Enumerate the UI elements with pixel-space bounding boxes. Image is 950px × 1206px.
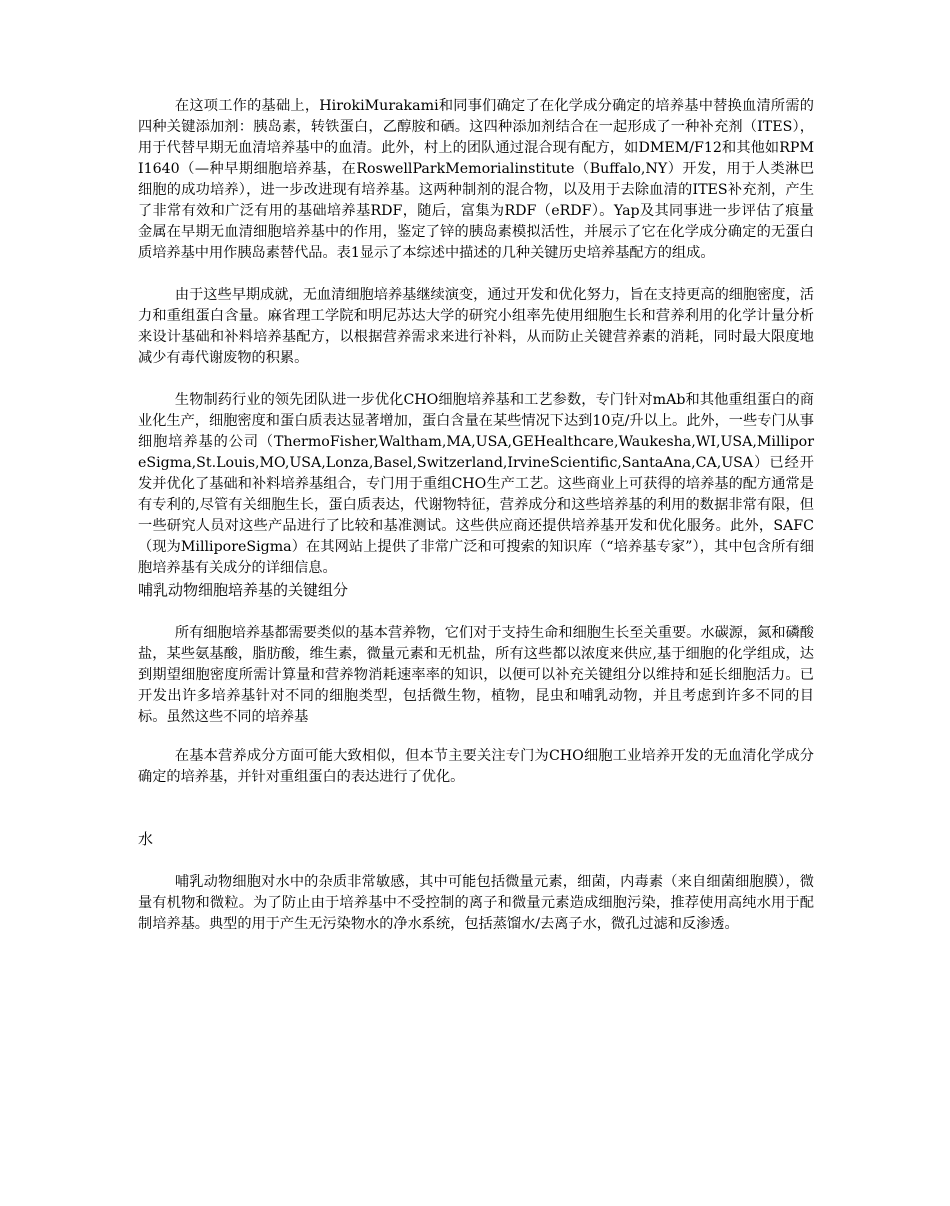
paragraph-basic-nutrients: 所有细胞培养基都需要类似的基本营养物，它们对于支持生命和细胞生长至关重要。水碳源，氮和磷酸盐，某些氨基酸，脂肪酸，维生素，微量元素和无机盐，所有这些都以浓度来供应,基于细胞的化学组成，达到期望细胞密度所需计算量和营养物消耗速率率的知识，以便可以补充关键组分以维持和延长细胞活力。已开发出许多培养基针对不同的细胞类型，包括微生物，植物，昆虫和哺乳动物，并且考虑到许多不同的目标。虽然这些不同的培养基 (138, 625, 814, 725)
section-heading-key-components: 哺乳动物细胞培养基的关键组分 (138, 581, 349, 599)
paragraph-murakami-ites: 在这项工作的基础上，HirokiMurakami和同事们确定了在化学成分确定的培养基中替换血清所需的四种关键添加剂：胰岛素，转铁蛋白，乙醇胺和硒。这四种添加剂结合在一起形成了一种补充剂（ITES），用于代替早期无血清培养基中的血清。此外，村上的团队通过混合现有配方，如DMEM/F12和其他如RPMI1640（—种早期细胞培养基，在RoswellParkMemorialinstitute（Buffalo,NY）开发，用于人类淋巴细胞的成功培养），进一步改进现有培养基。这两种制剂的混合物，以及用于去除血清的ITES补充剂，产生了非常有效和广泛有用的基础培养基RDF，随后，富集为RDF（eRDF）。Yap及其同事进一步评估了痕量金属在早期无血清细胞培养基中的作用，鉴定了锌的胰岛素模拟活性，并展示了它在化学成分确定的无蛋白质培养基中用作胰岛素替代品。表1显示了本综述中描述的几种关键历史培养基配方的组成。 (138, 98, 814, 261)
paragraph-water-purity: 哺乳动物细胞对水中的杂质非常敏感，其中可能包括微量元素，细菌，内毒素（来自细菌细胞膜），微量有机物和微粒。为了防止由于培养基中不受控制的离子和微量元素造成细胞污染，推荐使用高纯水用于配制培养基。典型的用于产生无污染物水的净水系统，包括蒸馏水/去离子水，微孔过滤和反渗透。 (138, 874, 814, 932)
paragraph-serum-free-evolution: 由于这些早期成就，无血清细胞培养基继续演变，通过开发和优化努力，旨在支持更高的细胞密度，活力和重组蛋白含量。麻省理工学院和明尼苏达大学的研究小组率先使用细胞生长和营养利用的化学计量分析来设计基础和补料培养基配方，以根据营养需求来进行补料，从而防止关键营养素的消耗，同时最大限度地减少有毒代谢废物的积累。 (138, 287, 814, 366)
paragraph-cho-media-focus: 在基本营养成分方面可能大致相似，但本节主要关注专门为CHO细胞工业培养开发的无血清化学成分确定的培养基，并针对重组蛋白的表达进行了优化。 (138, 748, 814, 785)
section-heading-water: 水 (138, 830, 154, 848)
document-page (138, 96, 814, 935)
paragraph-industry-optimization: 生物制药行业的领先团队进一步优化CHO细胞培养基和工艺参数，专门针对mAb和其他重组蛋白的商业化生产，细胞密度和蛋白质表达显著增加，蛋白含量在某些情况下达到10克/升以上。此外，一些专门从事细胞培养基的公司（ThermoFisher,Waltham,MA,USA,GEHealthcare,Waukesha,WI,USA,MilliporeSigma,St.Louis,MO,USA,Lonza,Basel,Switzerland,IrvineScientific,SantaAna,CA,USA）已经开发并优化了基础和补料培养基组合，专门用于重组CHO生产工艺。这些商业上可获得的培养基的配方通常是有专利的,尽管有关细胞生长，蛋白质表达，代谢物特征，营养成分和这些培养基的利用的数据非常有限，但一些研究人员对这些产品进行了比较和基准测试。这些供应商还提供培养基开发和优化服务。此外，SAFC（现为MilliporeSigma）在其网站上提供了非常广泛和可搜索的知识库（“培养基专家”），其中包含所有细胞培养基有关成分的详细信息。 (138, 392, 814, 576)
